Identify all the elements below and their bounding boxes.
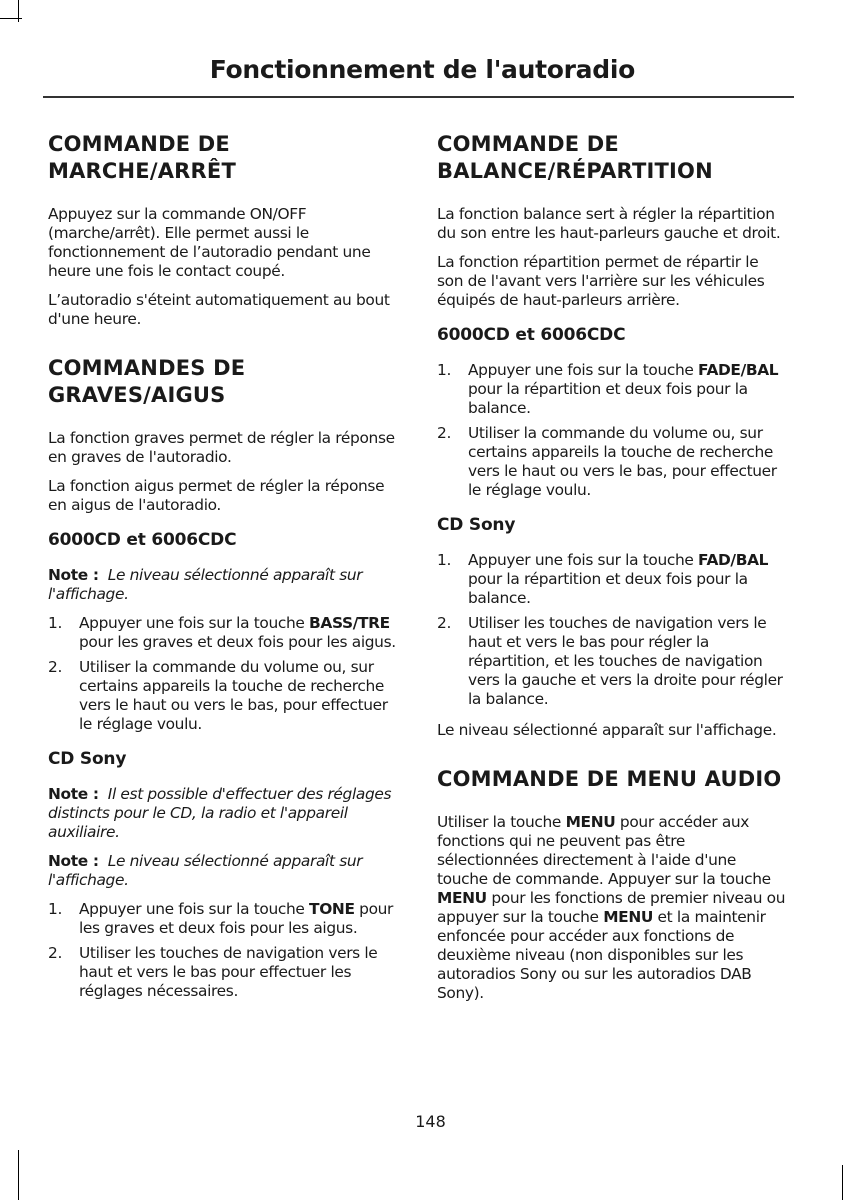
key-name: FADE/BAL — [698, 361, 779, 379]
step-number: 2. — [48, 658, 62, 676]
step-text: pour les graves et deux fois pour les aigus. — [79, 900, 394, 937]
step-text: Utiliser les touches de navigation vers le haut et vers le bas pour effectuer les réglages nécessaires. — [79, 944, 378, 1000]
step-text: Appuyer une fois sur la touche — [468, 551, 699, 569]
paragraph: La fonction graves permet de régler la réponse en graves de l'autoradio. — [48, 429, 395, 466]
note-label: Note : — [48, 566, 99, 584]
step-number: 2. — [48, 944, 62, 962]
list-item — [48, 658, 398, 734]
note-label: Note : — [48, 785, 99, 803]
header-divider — [43, 96, 794, 98]
subsection-title: CD Sony — [48, 749, 127, 769]
step-number: 1. — [437, 361, 451, 379]
paragraph-menu — [437, 813, 787, 1003]
key-name: MENU — [603, 908, 654, 926]
paragraph: Le niveau sélectionné apparaît sur l'affichage. — [437, 721, 777, 739]
step-text: Utiliser la commande du volume ou, sur certains appareils la touche de recherche vers le haut ou vers le bas, pour effectuer le réglage voulu. — [79, 658, 388, 733]
note-text: Le niveau sélectionné apparaît sur l'affichage. — [48, 852, 363, 889]
text-run: pour accéder aux fonctions qui ne peuvent pas être sélectionnées directement à l'aide d'une touche de commande. Appuyer sur la touche — [437, 813, 771, 888]
list-item — [437, 551, 787, 608]
list-item — [48, 944, 398, 1001]
list-item — [48, 614, 398, 652]
step-text: pour les graves et deux fois pour les aigus. — [79, 633, 396, 651]
step-number: 1. — [437, 551, 451, 569]
section-title-audio-menu: COMMANDE DE MENU AUDIO — [437, 767, 782, 791]
crop-mark-bottom-left — [18, 1150, 19, 1200]
key-name: MENU — [565, 813, 616, 831]
section-title-bass-treble: COMMANDES DE GRAVES/AIGUS — [48, 356, 246, 407]
section-title-balance-fade: COMMANDE DE BALANCE/RÉPARTITION — [437, 132, 713, 183]
note — [48, 852, 398, 890]
subsection-title: CD Sony — [437, 515, 516, 535]
paragraph: L’autoradio s'éteint automatiquement au bout d'une heure. — [48, 291, 390, 328]
crop-mark-bottom-right — [842, 1165, 843, 1200]
text-run: Utiliser la touche — [437, 813, 566, 831]
step-number: 2. — [437, 424, 451, 442]
step-text: pour la répartition et deux fois pour la balance. — [468, 570, 748, 607]
step-number: 1. — [48, 614, 62, 632]
text-run: et la maintenir enfoncée pour accéder aux fonctions de deuxième niveau (non disponibles sur les autoradios Sony ou sur les autoradios DAB Sony). — [437, 908, 766, 1002]
step-text: Appuyer une fois sur la touche — [79, 900, 310, 918]
step-text: Appuyer une fois sur la touche — [79, 614, 310, 632]
note-label: Note : — [48, 852, 99, 870]
page-number: 148 — [415, 1112, 446, 1131]
paragraph: La fonction aigus permet de régler la réponse en aigus de l'autoradio. — [48, 477, 385, 514]
note — [48, 566, 398, 604]
paragraph: La fonction balance sert à régler la répartition du son entre les haut-parleurs gauche et droit. — [437, 205, 781, 242]
step-text: Utiliser la commande du volume ou, sur certains appareils la touche de recherche vers le haut ou vers le bas, pour effectuer le réglage voulu. — [468, 424, 777, 499]
step-text: Utiliser les touches de navigation vers le haut et vers le bas pour régler la répartition, et les touches de navigation vers la gauche et vers la droite pour régler la balance. — [468, 614, 783, 708]
list-item — [437, 424, 787, 500]
step-list — [437, 551, 787, 709]
list-item — [48, 900, 398, 938]
text-run: pour les fonctions de premier niveau ou appuyer sur la touche — [437, 889, 786, 926]
subsection-title: 6000CD et 6006CDC — [437, 325, 626, 345]
paragraph: La fonction répartition permet de répartir le son de l'avant vers l'arrière sur les véhicules équipés de haut-parleurs arrière. — [437, 253, 765, 309]
note-text: Il est possible d'effectuer des réglages distincts pour le CD, la radio et l'appareil auxiliaire. — [48, 785, 392, 841]
key-name: BASS/TRE — [309, 614, 390, 632]
list-item — [437, 614, 787, 709]
subsection-title: 6000CD et 6006CDC — [48, 530, 237, 550]
step-list — [437, 361, 787, 500]
step-number: 2. — [437, 614, 451, 632]
left-column — [48, 131, 398, 1013]
key-name: FAD/BAL — [698, 551, 769, 569]
step-text: Appuyer une fois sur la touche — [468, 361, 699, 379]
list-item — [437, 361, 787, 418]
step-number: 1. — [48, 900, 62, 918]
right-column — [437, 131, 787, 1013]
crop-mark-top-left-h — [0, 18, 22, 19]
note-text: Le niveau sélectionné apparaît sur l'affichage. — [48, 566, 363, 603]
key-name: TONE — [309, 900, 355, 918]
paragraph: Appuyez sur la commande ON/OFF (marche/arrêt). Elle permet aussi le fonctionnement de l’autoradio pendant une heure une fois le contact coupé. — [48, 205, 371, 280]
step-list — [48, 900, 398, 1001]
step-list — [48, 614, 398, 734]
section-title-on-off: COMMANDE DE MARCHE/ARRÊT — [48, 132, 236, 183]
step-text: pour la répartition et deux fois pour la balance. — [468, 380, 748, 417]
key-name: MENU — [437, 889, 487, 907]
page-header-title: Fonctionnement de l'autoradio — [209, 55, 635, 84]
note — [48, 785, 398, 842]
